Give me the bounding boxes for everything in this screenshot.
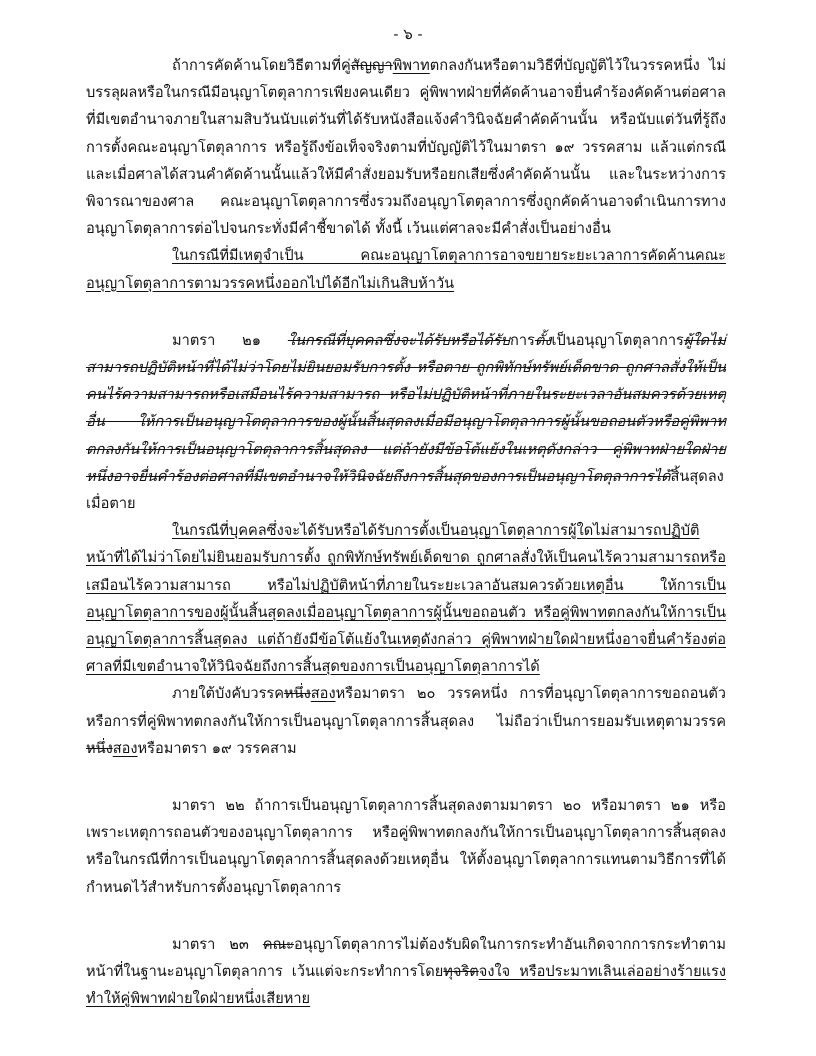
p3-lead: มาตรา ๒๑ <box>172 331 262 349</box>
paragraph-section-21 <box>86 327 726 517</box>
p3-struck-3: ผู้ใดไม่สามารถปฏิบัติหน้าที่ได้ไม่ว่าโดยไม่ยินยอมรับการตั้ง หรือตาย ถูกพิทักษ์ทรัพย์เด็ดขาด ถูกศาลสั่งให้เป็นคนไร้ความสามารถหรือเสมือนไร้ความสามารถ หรือไม่ปฏิบัติหน้าที่ภายในระยะเวลาอันสมควรด้วยเหตุอื่น ให้การเป็นอนุญาโตตุลาการของผู้นั้นสิ้นสุดลงเมื่อมีอนุญาโตตุลาการผู้นั้นขอถอนตัวหรือคู่พิพาทตกลงกันให้การเป็นอนุญาโตตุลาการสิ้นสุดลง แต่ถ้ายังมีข้อโต้แย้งในเหตุดังกล่าว คู่พิพาทฝ่ายใดฝ่ายหนึ่งอาจยื่นคำร้องต่อศาลที่มีเขตอำนาจให้วินิจฉัยถึงการสิ้นสุดของการเป็นอนุญาโตตุลาการได้ <box>86 331 726 485</box>
paragraph-section-23 <box>86 931 726 1013</box>
p3-tail: สิ้นสุดลงเมื่อตาย <box>86 467 724 513</box>
p1-lead: ถ้าการคัดค้านโดยวิธีตามที่คู่ <box>172 57 351 74</box>
p5-inserted-1: สอง <box>310 685 336 703</box>
p7-struck: คณะ <box>262 935 294 953</box>
p7-struck-2: ทุจริต <box>443 963 479 981</box>
p1-struck: สัญญา <box>350 57 393 74</box>
p5-tail: หรือมาตรา ๑๙ วรรคสาม <box>137 739 297 757</box>
p6-text: มาตรา ๒๒ ถ้าการเป็นอนุญาโตตุลาการสิ้นสุดลงตามมาตรา ๒๐ หรือมาตรา ๒๑ หรือเพราะเหตุการถอนตัวของอนุญาโตตุลาการ หรือคู่พิพาทตกลงกันให้การเป็นอนุญาโตตุลาการสิ้นสุดลง หรือในกรณีที่การเป็นอนุญาโตตุลาการสิ้นสุดลงด้วยเหตุอื่น ให้ตั้งอนุญาโตตุลาการแทนตามวิธีการที่ได้กำหนดไว้สำหรับการตั้งอนุญาโตตุลาการ <box>86 797 726 896</box>
p5-mid: หรือมาตรา ๒๐ วรรคหนึ่ง การที่อนุญาโตตุลาการขอถอนตัว หรือการที่คู่พิพาทตกลงกันให้การเป็นอนุญาโตตุลาการสิ้นสุดลง ไม่ถือว่าเป็นการยอมรับเหตุตามวรรค <box>86 685 726 730</box>
p7-lead: มาตรา ๒๓ <box>172 935 249 953</box>
page-number: - ๖ - <box>393 25 423 43</box>
p4-text: ในกรณีที่บุคคลซึ่งจะได้รับหรือได้รับการตั้งเป็นอนุญาโตตุลาการผู้ใดไม่สามารถปฏิบัติหน้าที่ได้ไม่ว่าโดยไม่ยินยอมรับการตั้ง ถูกพิทักษ์ทรัพย์เด็ดขาด ถูกศาลสั่งให้เป็นคนไร้ความสามารถหรือเสมือนไร้ความสามารถ หรือไม่ปฏิบัติหน้าที่ภายในระยะเวลาอันสมควรด้วยเหตุอื่น ให้การเป็นอนุญาโตตุลาการของผู้นั้นสิ้นสุดลงเมื่ออนุญาโตตุลาการผู้นั้นขอถอนตัว หรือคู่พิพาทตกลงกันให้การเป็นอนุญาโตตุลาการสิ้นสุดลง แต่ถ้ายังมีข้อโต้แย้งในเหตุดังกล่าว คู่พิพาทฝ่ายใดฝ่ายหนึ่งอาจยื่นคำร้องต่อศาลที่มีเขตอำนาจให้วินิจฉัยถึงการสิ้นสุดของการเป็นอนุญาโตตุลาการได้ <box>86 522 726 676</box>
p5-struck-2: หนึ่ง <box>86 739 113 757</box>
paragraph-section-22 <box>86 792 726 901</box>
document-body <box>86 52 726 1013</box>
paragraph-4 <box>86 517 726 680</box>
p5-lead: ภายใต้บังคับวรรค <box>172 685 285 703</box>
p7-underlined: จงใจ หรือประมาทเลินเล่ออย่างร้ายแรงทำให้คู่พิพาทฝ่ายใดฝ่ายหนึ่งเสียหาย <box>86 963 726 1008</box>
p3-struck-2: ตั้ง <box>534 331 552 349</box>
p1-rest: ตกลงกันหรือตามวิธีที่บัญญัติไว้ในวรรคหนึ่ง ไม่บรรลุผลหรือในกรณีมีอนุญาโตตุลาการเพียงคนเดียว คู่พิพาทฝ่ายที่คัดค้านอาจยื่นคำร้องคัดค้านต่อศาลที่มีเขตอำนาจภายในสามสิบวันนับแต่วันที่ได้รับหนังสือแจ้งคำวินิจฉัยคำคัดค้านนั้น หรือนับแต่วันที่รู้ถึงการตั้งคณะอนุญาโตตุลาการ หรือรู้ถึงข้อเท็จจริงตามที่บัญญัติไว้ในมาตรา ๑๙ วรรคสาม แล้วแต่กรณี และเมื่อศาลได้สวนคำคัดค้านนั้นแล้วให้มีคำสั่งยอมรับหรือยกเสียซึ่งคำคัดค้านนั้น และในระหว่างการพิจารณาของศาล คณะอนุญาโตตุลาการซึ่งรวมถึงอนุญาโตตุลาการซึ่งถูกคัดค้านอาจดำเนินการทางอนุญาโตตุลาการต่อไปจนกระทั่งมีคำชี้ขาดได้ ทั้งนี้ เว้นแต่ศาลจะมีคำสั่งเป็นอย่างอื่น <box>86 57 726 238</box>
p7-mid: อนุญาโตตุลาการไม่ต้องรับผิดในการกระทำอันเกิดจากการกระทำตามหน้าที่ในฐานะอนุญาโตตุลาการ เว้นแต่จะกระทำการโดย <box>86 935 727 981</box>
p5-inserted-2: สอง <box>112 739 138 757</box>
paragraph-5 <box>86 680 726 762</box>
paragraph-2 <box>86 242 726 296</box>
p3-mid-1: การ <box>509 331 535 349</box>
p3-struck-1: ในกรณีที่บุคคลซึ่งจะได้รับหรือได้รับ <box>287 331 510 349</box>
p5-struck-1: หนึ่ง <box>284 685 311 703</box>
p1-inserted: พิพาท <box>392 57 430 74</box>
paragraph-1 <box>86 52 726 242</box>
p3-mid-2: เป็นอนุญาโตตุลาการ <box>551 331 684 349</box>
p2-text: ในกรณีที่มีเหตุจำเป็น คณะอนุญาโตตุลาการอาจขยายระยะเวลาการคัดค้านคณะอนุญาโตตุลาการตามวรรคหนึ่งออกไปได้อีกไม่เกินสิบห้าวัน <box>86 247 726 292</box>
